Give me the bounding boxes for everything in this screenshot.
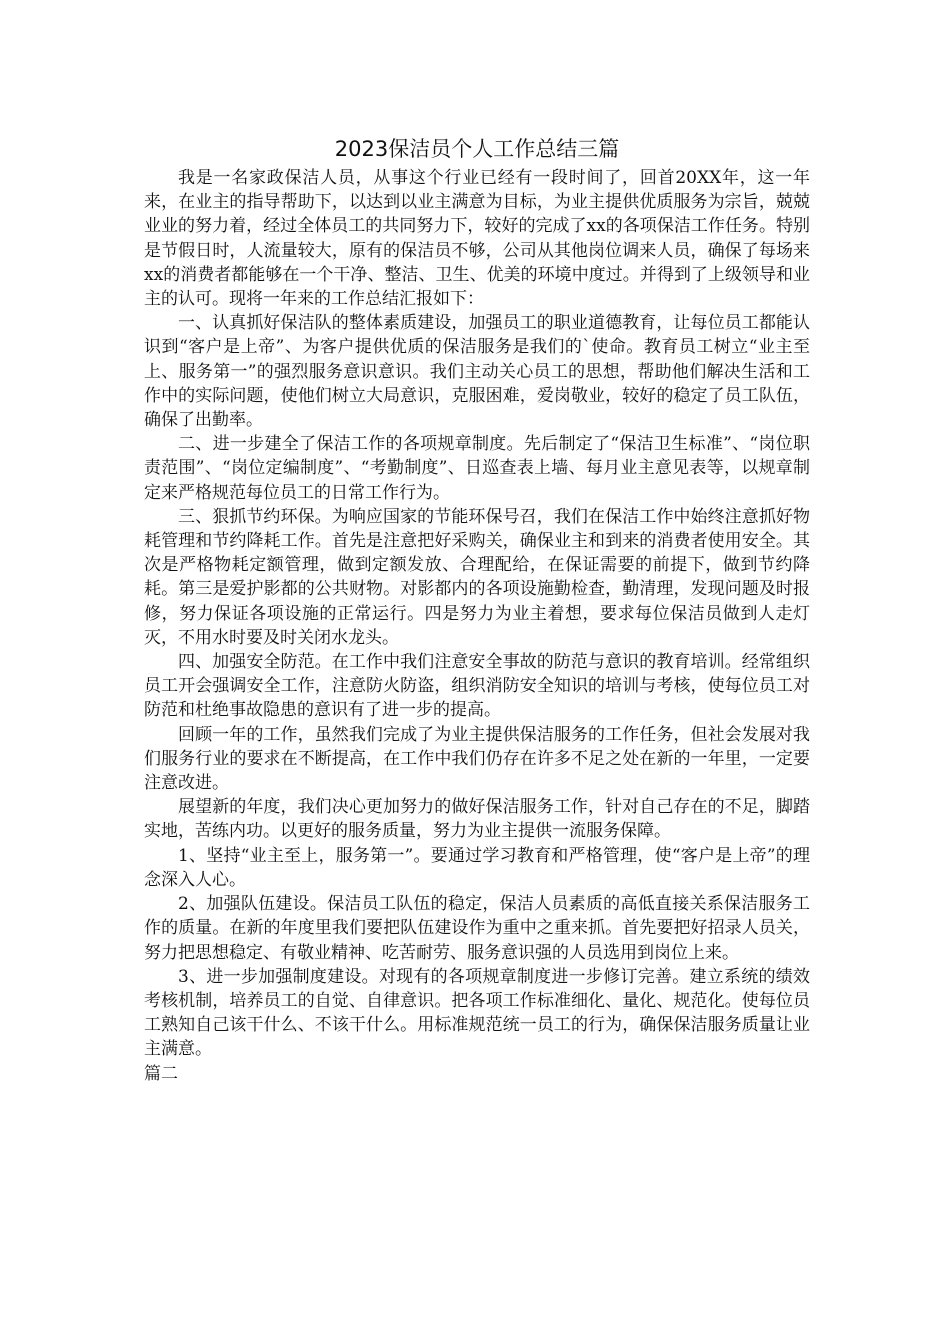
paragraph-point-4: 四、加强安全防范。在工作中我们注意安全事故的防范与意识的教育培训。经常组织员工开会强调安全工作，注意防火防盗，组织消防安全知识的培训与考核，使每位员工对防范和杜绝事故隐患的意识有了进一步的提高。 [144,652,810,721]
paragraph-plan-3: 3、进一步加强制度建设。对现有的各项规章制度进一步修订完善。建立系统的绩效考核机制，培养员工的自觉、自律意识。把各项工作标准细化、量化、规范化。使每位员工熟知自己该干什么、不该干什么。用标准规范统一员工的行为，确保保洁服务质量让业主满意。 [144,966,810,1060]
paragraph-plan-1: 1、坚持“业主至上，服务第一”。要通过学习教育和严格管理，使“客户是上帝”的理念深入人心。 [144,845,810,890]
paragraph-point-1: 一、认真抓好保洁队的整体素质建设，加强员工的职业道德教育，让每位员工都能认识到“客户是上帝”、为客户提供优质的保洁服务是我们的`使命。教育员工树立“业主至上、服务第一”的强烈服务意识意识。我们主动关心员工的思想，帮助他们解决生活和工作中的实际问题，使他们树立大局意识，克服困难，爱岗敬业，较好的稳定了员工队伍，确保了出勤率。 [144,313,810,431]
paragraph-plan-2: 2、加强队伍建设。保洁员工队伍的稳定，保洁人员素质的高低直接关系保洁服务工作的质量。在新的年度里我们要把队伍建设作为重中之重来抓。首先要把好招录人员关，努力把思想稳定、有敬业精神、吃苦耐劳、服务意识强的人员选用到岗位上来。 [144,894,810,963]
document-title: 2023保洁员个人工作总结三篇 [334,137,620,161]
document-page [144,134,810,1086]
paragraph-intro: 我是一名家政保洁人员，从事这个行业已经有一段时间了，回首20XX年，这一年来，在业主的指导帮助下，以达到以业主满意为目标，为业主提供优质服务为宗旨，兢兢业业的努力着，经过全体员工的共同努力下，较好的完成了xx的各项保洁工作任务。特别是节假日时，人流量较大，原有的保洁员不够，公司从其他岗位调来人员，确保了每场来xx的消费者都能够在一个干净、整洁、卫生、优美的环境中度过。并得到了上级领导和业主的认可。现将一年来的工作总结汇报如下： [144,168,810,310]
paragraph-point-2: 二、进一步建全了保洁工作的各项规章制度。先后制定了“保洁卫生标准”、“岗位职责范围”、“岗位定编制度”、“考勤制度”、日巡查表上墙、每月业主意见表等，以规章制定来严格规范每位员工的日常工作行为。 [144,434,810,503]
paragraph-point-3: 三、狠抓节约环保。为响应国家的节能环保号召，我们在保洁工作中始终注意抓好物耗管理和节约降耗工作。首先是注意把好采购关，确保业主和到来的消费者使用安全。其次是严格物耗定额管理，做到定额发放、合理配给，在保证需要的前提下，做到节约降耗。第三是爱护影都的公共财物。对影都内的各项设施勤检查，勤清理，发现问题及时报修，努力保证各项设施的正常运行。四是努力为业主着想，要求每位保洁员做到人走灯灭，不用水时要及时关闭水龙头。 [144,506,810,648]
paragraph-outlook: 展望新的年度，我们决心更加努力的做好保洁服务工作，针对自己存在的不足，脚踏实地，苦练内功。以更好的服务质量，努力为业主提供一流服务保障。 [144,797,810,842]
paragraph-review: 回顾一年的工作，虽然我们完成了为业主提供保洁服务的工作任务，但社会发展对我们服务行业的要求在不断提高，在工作中我们仍存在许多不足之处在新的一年里，一定要注意改进。 [144,724,810,794]
section-label: 篇二 [144,1063,178,1084]
